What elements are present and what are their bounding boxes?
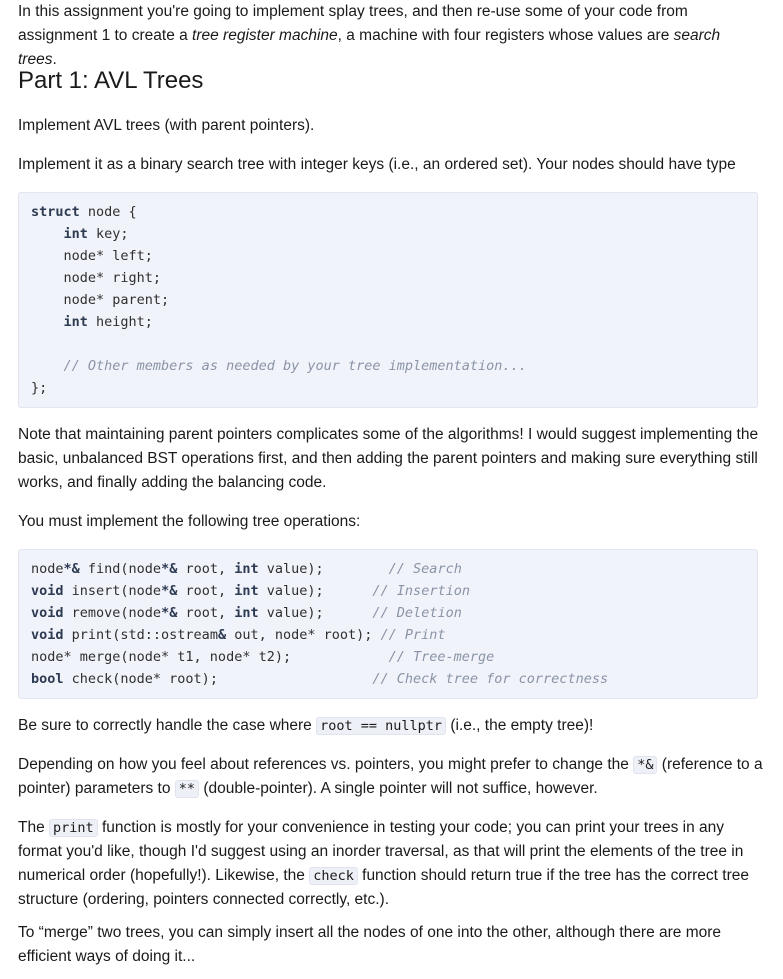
ref-ptr-code: *& [633, 756, 657, 774]
op-find-comment: // Search [388, 561, 462, 577]
intro-text-1: In this assignment you're going to implement splay trees, and then re-use some of your code from assignment 1 to create a [18, 3, 688, 44]
op-remove-comment: // Deletion [372, 605, 462, 621]
operations-code-block [18, 549, 758, 699]
op-print-void: void [31, 627, 64, 643]
op-remove-int: int [234, 605, 259, 621]
bst-paragraph: Implement it as a binary search tree with integer keys (i.e., an ordered set). Your nodes should have type [18, 156, 736, 173]
term-tree-register-machine: tree register machine [192, 27, 338, 44]
struct-close: }; [31, 380, 48, 396]
struct-code-block [18, 192, 758, 408]
nullptr-text-2: (i.e., the empty tree)! [446, 717, 594, 734]
op-insert-end: value); [258, 583, 373, 599]
struct-keyword: struct [31, 204, 80, 220]
op-print-end: out, node* root); [226, 627, 381, 643]
op-print-amp: & [217, 627, 227, 643]
term-search-trees: search trees [18, 27, 721, 68]
field-key: key; [87, 226, 129, 242]
op-insert-ref: *& [161, 583, 178, 599]
refs-paragraph [18, 753, 763, 801]
print-text-2: function is mostly for your convenience in testing your code; you can print your trees in any format you'd like, though I'd suggest using an inorder traversal, as that will print the elements of the tree in numerical order (hopefully!). Likewise, the [18, 819, 744, 884]
merge-paragraph: To “merge” two trees, you can simply insert all the nodes of one into the other, although there are more efficient ways of doing it... [18, 924, 722, 965]
struct-comment: // Other members as needed by your tree implementation... [63, 358, 527, 374]
print-paragraph [18, 816, 763, 912]
field-height: height; [87, 314, 153, 330]
refs-text-2: (reference to a pointer) parameters to [18, 756, 763, 797]
op-find-ret-ref: *& [63, 561, 80, 577]
op-remove-end: value); [258, 605, 373, 621]
print-text-1: The [18, 819, 50, 836]
note-paragraph: Note that maintaining parent pointers complicates some of the algorithms! I would suggest implementing the basic, unbalanced BST operations first, and then adding the parent pointers and making sure everything still works, and finally adding the balancing code. [18, 426, 759, 491]
op-check-comment: // Check tree for correctness [372, 671, 609, 687]
field-parent: node* parent; [63, 292, 170, 308]
refs-text-1: Depending on how you feel about references vs. pointers, you might prefer to change the [18, 756, 634, 773]
nullptr-text-1: Be sure to correctly handle the case where [18, 717, 317, 734]
op-print-comment: // Print [380, 627, 446, 643]
op-find-end: value); [258, 561, 389, 577]
print-text-3: function should return true if the tree has the correct tree structure (ordering, pointers connected correctly, etc.). [18, 867, 749, 908]
op-insert-name: insert(node [63, 583, 162, 599]
nullptr-paragraph [18, 714, 763, 738]
refs-text-3: (double-pointer). A single pointer will not suffice, however. [199, 780, 598, 797]
op-find-int: int [234, 561, 259, 577]
nullptr-code: root == nullptr [316, 717, 446, 735]
op-check-bool: bool [31, 671, 64, 687]
struct-name: node { [79, 204, 137, 220]
field-right: node* right; [63, 270, 162, 286]
check-code: check [309, 867, 358, 885]
intro-text-3: . [52, 51, 57, 68]
op-check-end: check(node* root); [63, 671, 373, 687]
field-left: node* left; [63, 248, 153, 264]
op-print-name: print(std::ostream [63, 627, 218, 643]
double-ptr-code: ** [175, 780, 199, 798]
intro-text-2: , a machine with four registers whose values are [337, 27, 674, 44]
op-find-param-ref: *& [161, 561, 178, 577]
op-remove-name: remove(node [63, 605, 162, 621]
op-merge: node* merge(node* t1, node* t2); [31, 649, 389, 665]
intro-paragraph [18, 0, 763, 72]
op-merge-comment: // Tree-merge [388, 649, 495, 665]
op-remove-ref: *& [161, 605, 178, 621]
op-find-name: find(node [79, 561, 162, 577]
print-code: print [49, 819, 98, 837]
field-height-type: int [63, 314, 88, 330]
op-insert-root: root, [177, 583, 235, 599]
op-insert-comment: // Insertion [372, 583, 470, 599]
must-implement-paragraph: You must implement the following tree operations: [18, 513, 361, 530]
op-find-root: root, [177, 561, 235, 577]
op-find-ret: node [31, 561, 64, 577]
op-remove-root: root, [177, 605, 235, 621]
avl-paragraph: Implement AVL trees (with parent pointers). [18, 117, 315, 134]
op-insert-void: void [31, 583, 64, 599]
op-remove-void: void [31, 605, 64, 621]
op-insert-int: int [234, 583, 259, 599]
section-title: Part 1: AVL Trees [18, 67, 204, 94]
field-key-type: int [63, 226, 88, 242]
